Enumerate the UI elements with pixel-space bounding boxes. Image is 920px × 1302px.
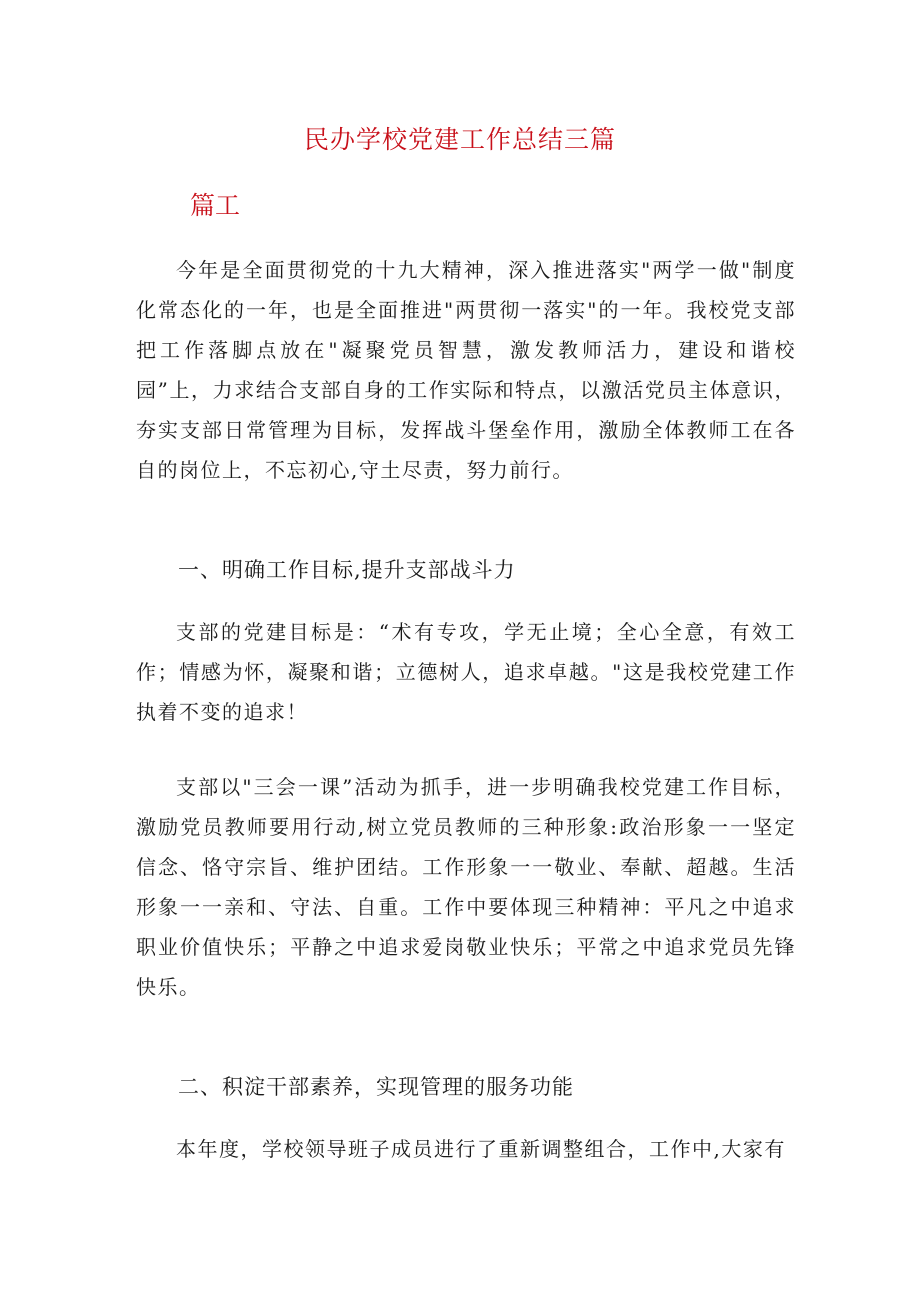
document-title: 民办学校党建工作总结三篇 (303, 125, 616, 154)
paragraph-leadership: 本年度，学校领导班子成员进行了重新调整组合，工作中,大家有 (176, 1137, 786, 1161)
paragraph-intro: 今年是全面贯彻党的十九大精神，深入推进落实"两学一做"制度化常态化的一年，也是全面推进"两贯彻一落实"的一年。我校党支部把工作落脚点放在"凝聚党员智慧，激发教师活力，建设和谐校园”上，力求结合支部自身的工作实际和特点，以激活党员主体意识，夯实支部日常管理为目标，发挥战斗堡垒作用，激励全体教师工在各自的岗位上，不忘初心,守土尽责，努力前行。 (136, 258, 796, 482)
paragraph-three-images: 支部以"三会一课”活动为抓手，进一步明确我校党建工作目标，激励党员教师要用行动,树立党员教师的三种形象:政治形象一一坚定信念、恪守宗旨、维护团结。工作形象一一敬业、奉献、超越。生活形象一一亲和、守法、自重。工作中要体现三种精神：平凡之中追求职业价值快乐；平静之中追求爱岗敬业快乐；平常之中追求党员先锋快乐。 (136, 775, 796, 999)
paragraph-goal: 支部的党建目标是：“术有专攻，学无止境；全心全意，有效工作；情感为怀，凝聚和谐；立德树人，追求卓越。"这是我校党建工作执着不变的追求！ (136, 620, 796, 724)
section-heading-1: 一、明确工作目标,提升支部战斗力 (178, 558, 516, 582)
section-heading-2: 二、积淀干部素养，实现管理的服务功能 (178, 1075, 574, 1099)
chapter-label: 篇工 (190, 191, 241, 220)
